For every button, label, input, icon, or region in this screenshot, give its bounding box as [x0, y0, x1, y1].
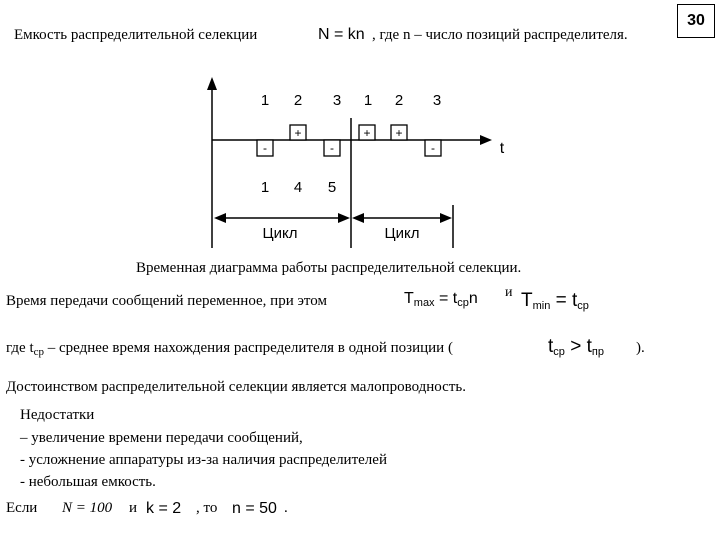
disadvantage-item: – увеличение времени передачи сообщений,: [20, 430, 303, 446]
diagram-caption: Временная диаграмма работы распределительной селекции.: [136, 260, 522, 276]
average-time-text: где $t_{cp}$ – среднее время нахождения распределителя в одной позиции (: [6, 340, 453, 358]
plus-sign: +: [294, 126, 302, 140]
example-end: .: [284, 500, 288, 516]
example-then: , то: [196, 500, 218, 516]
top-label: 1: [260, 92, 270, 109]
bottom-label: 1: [260, 179, 270, 196]
vertical-axis-arrow: [207, 77, 217, 90]
cycle-label: Цикл: [262, 225, 298, 242]
top-label: 2: [394, 92, 404, 109]
top-label: 3: [332, 92, 342, 109]
advantage-text: Достоинством распределительной селекции является малопроводность.: [6, 379, 466, 395]
tcp-gt-tpr-formula: $t_{cp} > t_{пр}$: [548, 336, 604, 358]
tmin-formula: $T_{min} = t_{cp}$: [521, 290, 589, 312]
capacity-text-b: , где n – число позиций распределителя.: [372, 27, 628, 43]
example-result: n = 50: [232, 500, 277, 517]
example-if: Если: [6, 500, 38, 516]
close-paren: ).: [636, 340, 645, 356]
disadvantages-title: Недостатки: [20, 407, 95, 423]
page-number: 30: [677, 4, 715, 38]
minus-sign: -: [263, 141, 267, 155]
transmission-time-text: Время передачи сообщений переменное, при этом: [6, 293, 327, 309]
bottom-label: 4: [293, 179, 303, 196]
and-word: и: [505, 285, 513, 300]
example-n-value: N = 100: [62, 500, 113, 516]
cycle-label: Цикл: [384, 225, 420, 242]
time-axis-label: t: [499, 140, 505, 157]
bottom-label: 5: [327, 179, 337, 196]
minus-sign: -: [431, 141, 435, 155]
time-axis-arrow: [480, 135, 492, 145]
capacity-formula: N = kn: [318, 26, 365, 43]
minus-sign: -: [330, 141, 334, 155]
disadvantage-item: - небольшая емкость.: [20, 474, 156, 490]
top-label: 2: [293, 92, 303, 109]
example-k-value: k = 2: [146, 500, 182, 517]
disadvantage-item: - усложнение аппаратуры из-за наличия распределителей: [20, 452, 387, 468]
top-label: 1: [363, 92, 373, 109]
capacity-text-a: Емкость распределительной селекции: [14, 27, 258, 43]
plus-sign: +: [395, 126, 403, 140]
top-label: 3: [432, 92, 442, 109]
plus-sign: +: [363, 126, 371, 140]
example-and: и: [129, 500, 138, 516]
tmax-formula: $T_{max} = t_{cp}n$: [404, 290, 478, 309]
